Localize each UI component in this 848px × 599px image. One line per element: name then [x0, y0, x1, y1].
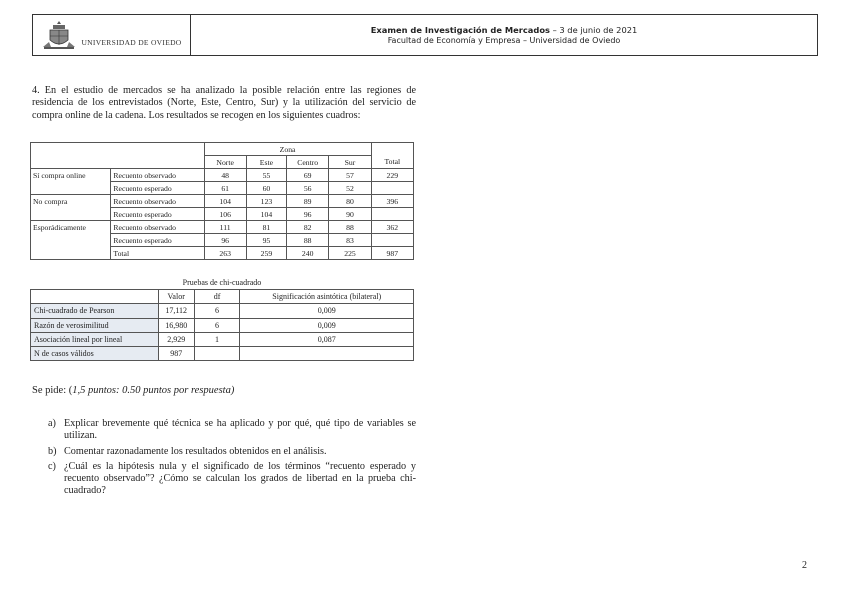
df-cell: 6	[194, 304, 240, 318]
total-cell	[371, 182, 413, 195]
table-row	[31, 221, 414, 234]
valor-cell: 16,980	[158, 318, 194, 332]
row-group-label	[31, 247, 111, 260]
df-cell	[194, 346, 240, 360]
cell: 104	[246, 208, 286, 221]
chi-square-title: Pruebas de chi-cuadrado	[182, 278, 262, 288]
list-item	[48, 461, 416, 498]
col-header: Valor	[158, 290, 194, 304]
cell: 259	[246, 247, 286, 260]
cell: 48	[204, 169, 246, 182]
row-label: Recuento observado	[111, 221, 204, 234]
row-label: Recuento esperado	[111, 208, 204, 221]
row-group-label	[31, 234, 111, 247]
table-row	[31, 318, 414, 332]
table-row	[31, 234, 414, 247]
row-label: N de casos válidos	[31, 346, 159, 360]
chi-square-table	[30, 276, 414, 361]
page-number: 2	[802, 560, 807, 571]
col-header: Centro	[287, 156, 329, 169]
row-label: Chi-cuadrado de Pearson	[31, 304, 159, 318]
item-text: ¿Cuál es la hipótesis nula y el significado de los términos “recuento esperado y recuento observado”? ¿Cómo se calculan los grados de libertad en la prueba chi-cuadrado?	[64, 460, 416, 497]
table-row-total	[31, 247, 414, 260]
col-header: df	[194, 290, 240, 304]
col-header: Sur	[329, 156, 371, 169]
valor-cell: 2,929	[158, 332, 194, 346]
task-points: 1,5 puntos: 0.50 puntos por respuesta)	[72, 385, 235, 396]
cell: 225	[329, 247, 371, 260]
table-row	[31, 208, 414, 221]
cell: 82	[287, 221, 329, 234]
cell: 52	[329, 182, 371, 195]
cell: 106	[204, 208, 246, 221]
row-label: Total	[111, 247, 204, 260]
cell: 60	[246, 182, 286, 195]
row-label: Recuento observado	[111, 169, 204, 182]
row-group-label	[31, 182, 111, 195]
table-row	[31, 346, 414, 360]
chi-square-header-row	[31, 290, 414, 304]
total-cell	[371, 208, 413, 221]
total-cell: 362	[371, 221, 413, 234]
cell: 96	[287, 208, 329, 221]
page-header	[32, 14, 818, 56]
col-header: Norte	[204, 156, 246, 169]
item-label: b)	[48, 445, 57, 457]
df-cell: 6	[194, 318, 240, 332]
task-heading	[32, 385, 234, 396]
total-cell	[371, 234, 413, 247]
cell: 111	[204, 221, 246, 234]
faculty-name: Facultad de Economía y Empresa – Universidad de Oviedo	[387, 36, 621, 45]
zona-header: Zona	[204, 143, 371, 156]
coat-of-arms-icon	[41, 20, 77, 50]
cell: 104	[204, 195, 246, 208]
university-name: UNIVERSIDAD DE OVIEDO	[81, 38, 182, 47]
cell: 55	[246, 169, 286, 182]
row-label: Recuento observado	[111, 195, 204, 208]
total-cell: 396	[371, 195, 413, 208]
crosstab-header-row	[31, 156, 414, 169]
item-text: Comentar razonadamente los resultados obtenidos en el análisis.	[64, 445, 327, 457]
col-header: Este	[246, 156, 286, 169]
table-row	[31, 169, 414, 182]
cell: 95	[246, 234, 286, 247]
col-header: Total	[371, 156, 413, 169]
row-label: Razón de verosimilitud	[31, 318, 159, 332]
table-row	[31, 304, 414, 318]
sig-cell: 0,009	[240, 318, 414, 332]
valor-cell: 17,112	[158, 304, 194, 318]
task-list	[48, 418, 416, 501]
exam-title	[371, 25, 638, 35]
item-text: Explicar brevemente qué técnica se ha aplicado y por qué, qué tipo de variables se utilizan.	[64, 418, 416, 442]
cell: 80	[329, 195, 371, 208]
col-header: Significación asintótica (bilateral)	[240, 290, 414, 304]
header-title-cell	[191, 15, 817, 55]
row-label: Recuento esperado	[111, 234, 204, 247]
cell: 81	[246, 221, 286, 234]
crosstab-zona-row	[31, 143, 414, 156]
exam-title-bold: Examen de Investigación de Mercados	[370, 25, 550, 35]
list-item	[48, 446, 416, 458]
question-text: 4. En el estudio de mercados se ha analizado la posible relación entre las regiones de residencia de los entrevistados (Norte, Este, Centro, Sur) y la utilización del servicio de compra online de la cadena. Los resultados se recogen en los siguientes cuadros:	[32, 85, 416, 121]
cell: 56	[287, 182, 329, 195]
row-group-label: Sí compra online	[31, 169, 111, 182]
university-logo	[41, 20, 181, 50]
cell: 263	[204, 247, 246, 260]
cell: 88	[287, 234, 329, 247]
table-row	[31, 332, 414, 346]
item-label: a)	[48, 418, 56, 429]
item-label: c)	[48, 460, 56, 472]
header-logo-cell	[33, 15, 191, 55]
cell: 90	[329, 208, 371, 221]
cell: 88	[329, 221, 371, 234]
table-row	[31, 182, 414, 195]
cell: 240	[287, 247, 329, 260]
row-group-label	[31, 208, 111, 221]
row-group-label: Esporádicamente	[31, 221, 111, 234]
crosstab-table	[30, 142, 414, 260]
cell: 69	[287, 169, 329, 182]
chi-square-title-row	[31, 276, 414, 290]
sig-cell	[240, 346, 414, 360]
table-row	[31, 195, 414, 208]
df-cell: 1	[194, 332, 240, 346]
cell: 123	[246, 195, 286, 208]
total-cell: 229	[371, 169, 413, 182]
exam-date: – 3 de junio de 2021	[549, 25, 638, 35]
cell: 61	[204, 182, 246, 195]
row-label: Asociación lineal por lineal	[31, 332, 159, 346]
list-item	[48, 418, 416, 443]
sig-cell: 0,087	[240, 332, 414, 346]
task-heading-lead: Se pide: (	[32, 385, 73, 396]
row-group-label: No compra	[31, 195, 111, 208]
cell: 83	[329, 234, 371, 247]
row-label: Recuento esperado	[111, 182, 204, 195]
sig-cell: 0,009	[240, 304, 414, 318]
valor-cell: 987	[158, 346, 194, 360]
cell: 89	[287, 195, 329, 208]
cell: 57	[329, 169, 371, 182]
cell: 96	[204, 234, 246, 247]
total-cell: 987	[371, 247, 413, 260]
